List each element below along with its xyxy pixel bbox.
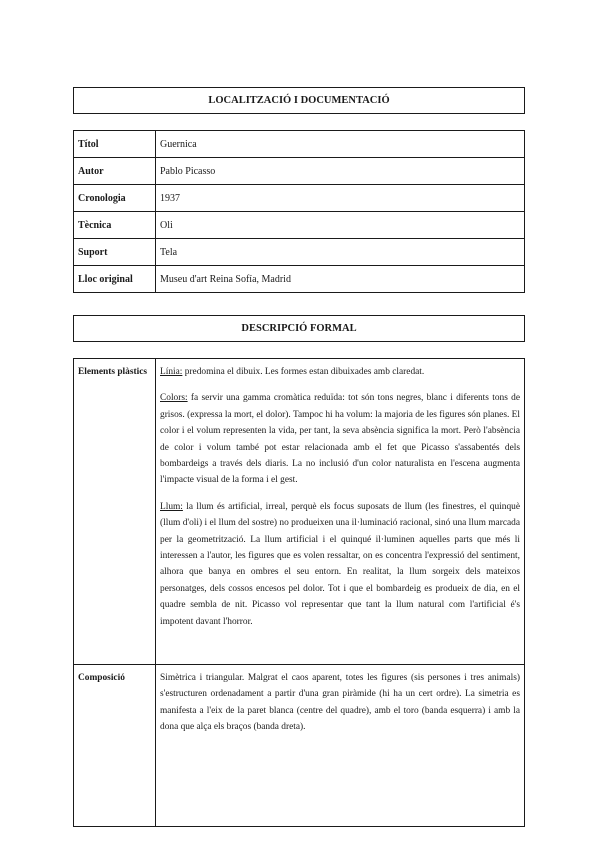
- row-value: 1937: [156, 185, 525, 212]
- section-title-descripcio: DESCRIPCIÓ FORMAL: [73, 315, 525, 342]
- row-value: Guernica: [156, 131, 525, 158]
- elements-row: [74, 359, 525, 665]
- description-table: [73, 358, 525, 827]
- llum-paragraph: [160, 499, 520, 630]
- row-key: Tècnica: [74, 212, 156, 239]
- table-row: [74, 266, 525, 293]
- composicio-label: Composició: [74, 665, 156, 827]
- colors-text: fa servir una gamma cromàtica reduïda: tot són tons negres, blanc i diferents tons de grisos. (expressa la mort, el dolor). Tampoc hi ha volum: la majoria de les figures són planes. El color i el volum representen la vida, per tant, la seva absència significa la mort. Però l'absència de color i volum també pot estar relacionada amb el fet que Picasso s'assabentés dels bombardeigs a través dels diaris. La no inclusió d'un color naturalista en l'escena augmenta l'impacte visual de la forma i el gest.: [160, 393, 520, 486]
- table-row: [74, 185, 525, 212]
- section-title-localitzacio: LOCALITZACIÓ I DOCUMENTACIÓ: [73, 87, 525, 114]
- llum-text: la llum és artificial, irreal, perquè els focus suposats de llum (les finestres, el quinquè (llum d'oli) i el llum del sostre) no produeixen una il·luminació racional, sinó una llum marcada per la geometrització. La llum artificial i el quinqué il·luminen aquelles parts que més li interessen a l'autor, les figures que es volen ressaltar, on es concentra l'expressió del sentiment, alhora que banya en ombres el seu entorn. En realitat, la llum sorgeix dels mateixos personatges, dels cossos encesos pel dolor. Tot i que el bombardeig es produeix de dia, en el quadre sembla de nit. Picasso vol representar que tant la llum natural com l'artificial é's impotent davant l'horror.: [160, 501, 520, 627]
- row-key: Suport: [74, 239, 156, 266]
- table-row: [74, 239, 525, 266]
- colors-paragraph: [160, 390, 520, 488]
- row-key: Cronologia: [74, 185, 156, 212]
- llum-label: Llum:: [160, 501, 183, 512]
- info-table: [73, 130, 525, 293]
- row-value: Museu d'art Reina Sofía, Madrid: [156, 266, 525, 293]
- linia-label: Línia:: [160, 367, 183, 377]
- table-row: [74, 212, 525, 239]
- elements-label: Elements plàstics: [74, 359, 156, 665]
- composicio-row: [74, 665, 525, 827]
- row-value: Pablo Picasso: [156, 158, 525, 185]
- linia-text: predomina el dibuix. Les formes estan dibuixades amb claredat.: [182, 367, 425, 377]
- table-row: [74, 158, 525, 185]
- row-value: Tela: [156, 239, 525, 266]
- composicio-text: Simètrica i triangular. Malgrat el caos aparent, totes les figures (sis persones i tres animals) s'estructuren ordenadament a partir d'una gran piràmide (hi ha un cert ordre). La simetria es manifesta a l'eix de la paret blanca (centre del quadre), amb el toro (banda esquerra) i amb la dona que alça els braços (banda dreta).: [156, 665, 525, 827]
- elements-content: [156, 359, 525, 665]
- table-row: [74, 131, 525, 158]
- row-key: Títol: [74, 131, 156, 158]
- linia-paragraph: [160, 364, 520, 380]
- row-key: Autor: [74, 158, 156, 185]
- row-key: Lloc original: [74, 266, 156, 293]
- colors-label: Colors:: [160, 393, 188, 404]
- row-value: Oli: [156, 212, 525, 239]
